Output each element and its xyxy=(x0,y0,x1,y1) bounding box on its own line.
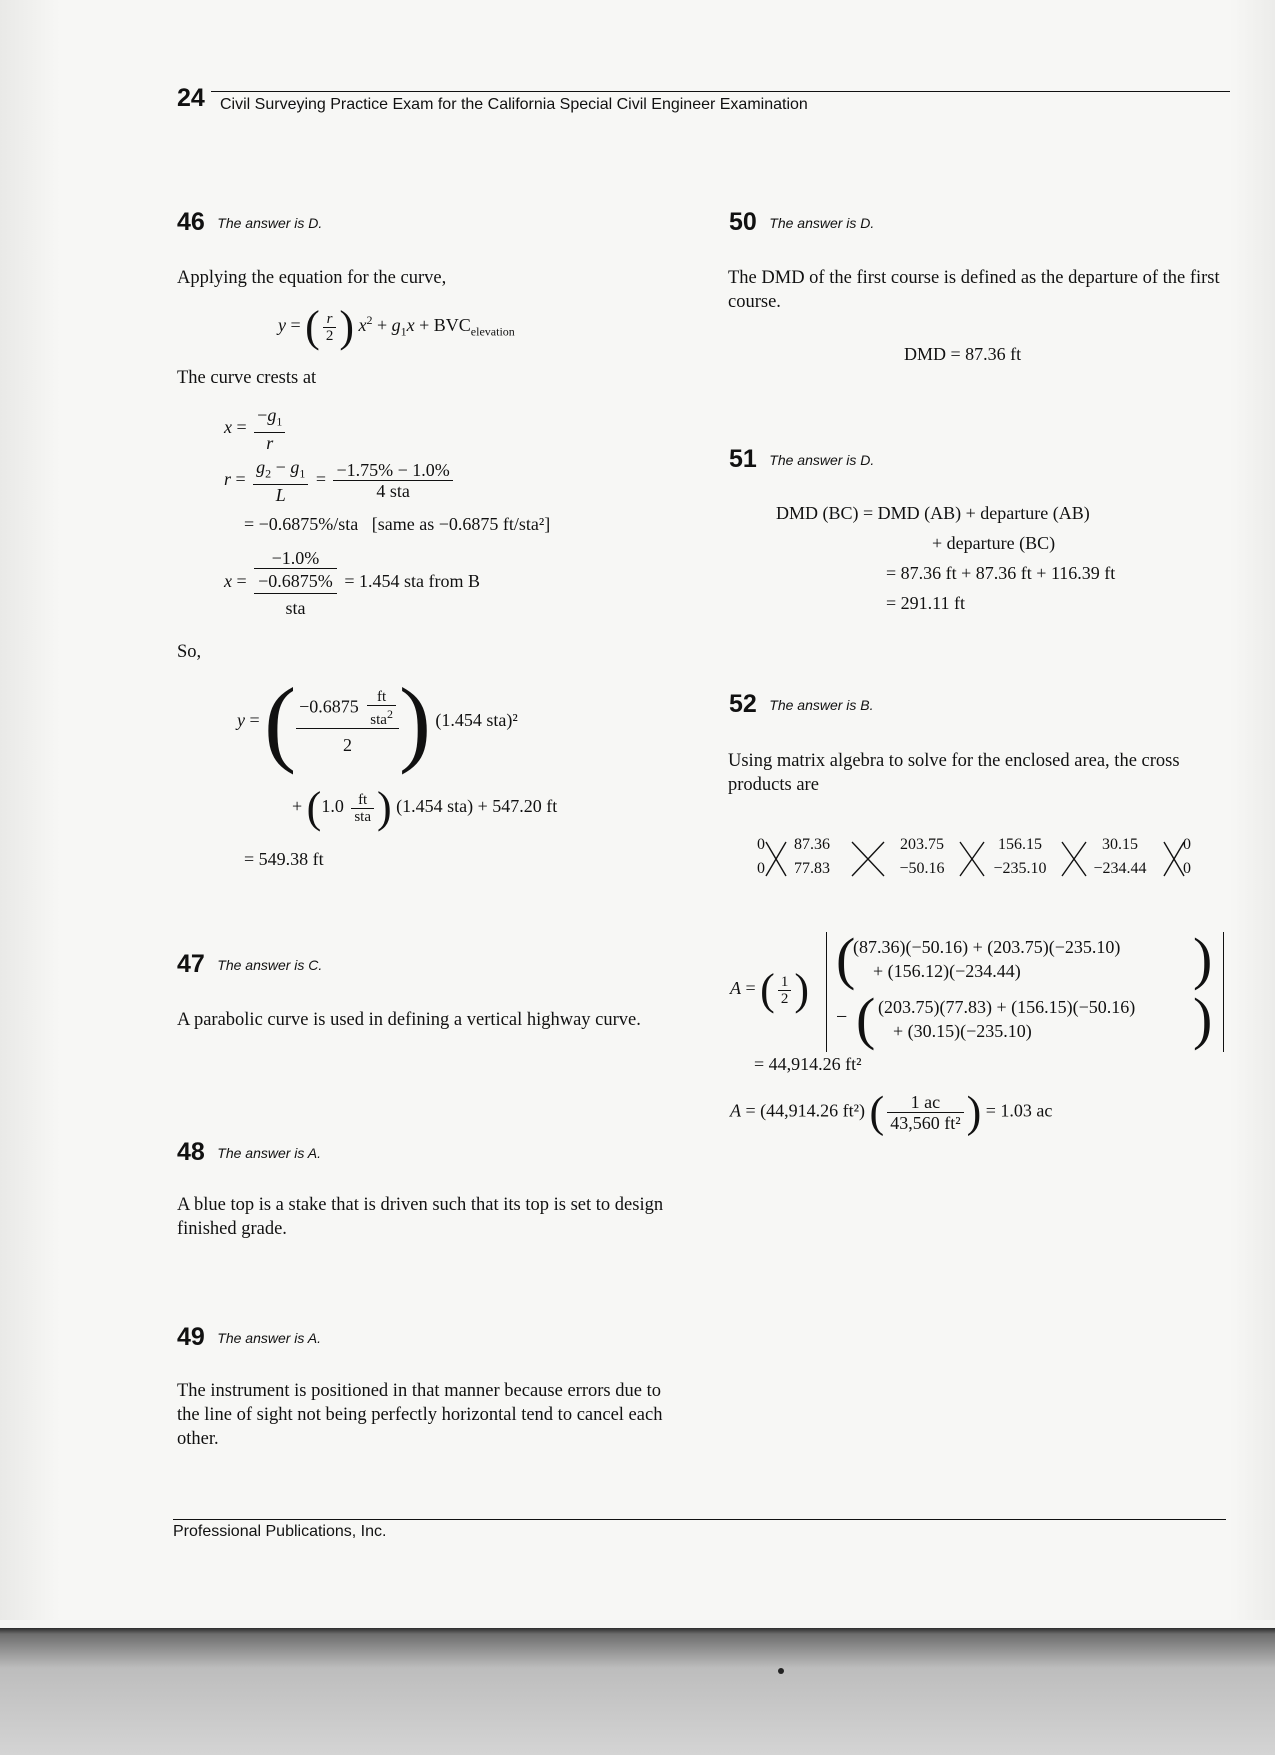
q46-r-note: [same as −0.6875 ft/sta²] xyxy=(371,514,551,534)
q46-y-term1: (1.454 sta)² xyxy=(435,710,518,731)
q46-x-num: −1.0% xyxy=(254,548,337,569)
q46-y-substitution: y = ( −0.6875 $\frac{ft}{sta^2}$ 2 ) (1.454 sta)² xyxy=(237,668,518,775)
q46-heading xyxy=(177,208,322,237)
q46-r-formula: r = $\frac{g_2 - g_1}{L}$ = $\frac{-1.75\% - 1.0\%}{\text{4 sta}}$ xyxy=(224,457,456,505)
q50-answer: The answer is D. xyxy=(769,214,875,231)
q46-y-term2-coef: 1.0 xyxy=(321,796,344,817)
q52-area-line1: (87.36)(−50.16) + (203.75)(−235.10) xyxy=(853,937,1121,957)
q46-y-result: = 549.38 ft xyxy=(244,849,324,869)
q52-area-lhs: A = ( $\frac{1}{2}$ ) xyxy=(730,965,809,1014)
q51-eq4: = 291.11 ft xyxy=(886,593,965,613)
q51-answer: The answer is D. xyxy=(769,451,875,468)
q49-heading xyxy=(177,1323,321,1352)
header-rule xyxy=(177,91,1230,92)
xp-top-5: 0 xyxy=(1183,836,1191,853)
q52-area-paren-open-2: ( xyxy=(856,986,876,1051)
q52-area-line2: + (156.12)(−234.44) xyxy=(873,961,1021,981)
xp-top-0: 0 xyxy=(757,836,765,853)
q52-final: A = (44,914.26 ft²) ( $\frac{1 ac}{\text{43,560 ft²}}$ ) = 1.03 ac xyxy=(730,1087,1053,1137)
q52-area-minus: − xyxy=(836,1006,848,1028)
xp-top-1: 87.36 xyxy=(794,836,830,853)
q48-number: 48 xyxy=(177,1138,205,1166)
q46-so: So, xyxy=(177,642,202,662)
q52-area-line4: + (30.15)(−235.10) xyxy=(893,1021,1032,1041)
q50-text: The DMD of the first course is defined as the departure of the first course. xyxy=(728,268,1220,312)
q52-answer: The answer is B. xyxy=(769,696,874,713)
xp-bot-3: −235.10 xyxy=(993,860,1047,877)
running-title: Civil Surveying Practice Exam for the California Special Civil Engineer Examination xyxy=(220,96,808,113)
q48-text: A blue top is a stake that is driven such that its top is set to design finished grade. xyxy=(177,1195,664,1239)
q47-answer: The answer is C. xyxy=(217,956,323,973)
page-number: 24 xyxy=(177,84,211,113)
xp-bot-1: 77.83 xyxy=(794,860,830,877)
q52-final-den: 43,560 ft² xyxy=(890,1113,961,1133)
q52-final-result: = 1.03 ac xyxy=(985,1100,1053,1121)
q51-eq2: + departure (BC) xyxy=(932,533,1056,553)
q52-text: Using matrix algebra to solve for the enclosed area, the cross products are xyxy=(728,751,1180,795)
q51-number: 51 xyxy=(729,445,757,473)
q46-r-num: −1.75% − 1.0% xyxy=(333,460,452,481)
q50-heading xyxy=(729,208,874,237)
xp-bot-2: −50.16 xyxy=(899,860,945,877)
q46-x-result: = 1.454 sta from B xyxy=(344,571,480,592)
q46-curve-equation: y = ( $\frac{r}{2}$ ) $x^2 + g_1x + BVC_{elevation}$ xyxy=(278,302,515,351)
q46-x-den-top: −0.6875% xyxy=(254,569,337,594)
q52-area-paren-close-2: ) xyxy=(1193,986,1213,1051)
q46-y-second-term: + (1.0 $\frac{ft}{\text{sta}}$ ) (1.454 sta) + 547.20 ft xyxy=(292,783,558,832)
q52-area-paren-open-1: ( xyxy=(836,926,856,991)
xp-top-2: 203.75 xyxy=(900,836,944,853)
q51-eq3: = 87.36 ft + 87.36 ft + 116.39 ft xyxy=(886,563,1116,583)
q52-area-paren-close-1: ) xyxy=(1193,926,1213,991)
cross-lines-icon xyxy=(752,836,1212,886)
xp-top-3: 156.15 xyxy=(998,836,1042,853)
q46-x-value: x = −1.0% −0.6875% sta = 1.454 sta from B xyxy=(224,548,480,618)
q46-intro: Applying the equation for the curve, xyxy=(177,268,447,288)
q51-heading xyxy=(729,445,874,474)
q52-final-lhs: (44,914.26 ft²) xyxy=(760,1100,866,1121)
q48-answer: The answer is A. xyxy=(217,1144,322,1161)
q49-text: The instrument is positioned in that manner because errors due to the line of sight not being perfectly horizontal tend to cancel each other. xyxy=(177,1381,663,1449)
q48-heading xyxy=(177,1138,321,1167)
scan-speck xyxy=(778,1668,784,1674)
q47-heading xyxy=(177,950,322,979)
q52-number: 52 xyxy=(729,690,757,718)
xp-bot-4: −234.44 xyxy=(1093,860,1147,877)
q46-r-value-text: = −0.6875%/sta xyxy=(244,514,359,534)
q46-r-value xyxy=(244,513,550,535)
q49-number: 49 xyxy=(177,1323,205,1351)
q49-answer: The answer is A. xyxy=(217,1329,322,1346)
scanner-edge xyxy=(0,1628,1275,1755)
q46-y-term2-rest: (1.454 sta) + 547.20 ft xyxy=(396,796,558,817)
q46-y-coef: −0.6875 xyxy=(299,696,359,717)
q46-r-den: 4 sta xyxy=(376,481,410,502)
footer-rule xyxy=(173,1519,1226,1520)
xp-bot-5: 0 xyxy=(1183,860,1191,877)
q46-x-den-bot: sta xyxy=(285,598,306,618)
q47-text: A parabolic curve is used in defining a vertical highway curve. xyxy=(177,1010,641,1030)
q47-number: 47 xyxy=(177,950,205,978)
q51-eq1: DMD (BC) = DMD (AB) + departure (AB) xyxy=(776,503,1090,523)
q50-number: 50 xyxy=(729,208,757,236)
q46-number: 46 xyxy=(177,208,205,236)
q46-crest-text: The curve crests at xyxy=(177,368,317,388)
footer-publisher: Professional Publications, Inc. xyxy=(173,1523,387,1540)
xp-top-4: 30.15 xyxy=(1102,836,1138,853)
q52-cross-product-grid xyxy=(752,836,1212,886)
q52-area-result: = 44,914.26 ft² xyxy=(754,1054,862,1074)
q52-final-num: 1 ac xyxy=(887,1092,963,1113)
q52-heading xyxy=(729,690,874,719)
q46-x-formula: x = $\frac{-g_1}{r}$ xyxy=(224,405,288,453)
q52-area-line3: (203.75)(77.83) + (156.15)(−50.16) xyxy=(878,997,1136,1017)
xp-bot-0: 0 xyxy=(757,860,765,877)
q50-equation: DMD = 87.36 ft xyxy=(904,344,1022,364)
q46-answer: The answer is D. xyxy=(217,214,323,231)
